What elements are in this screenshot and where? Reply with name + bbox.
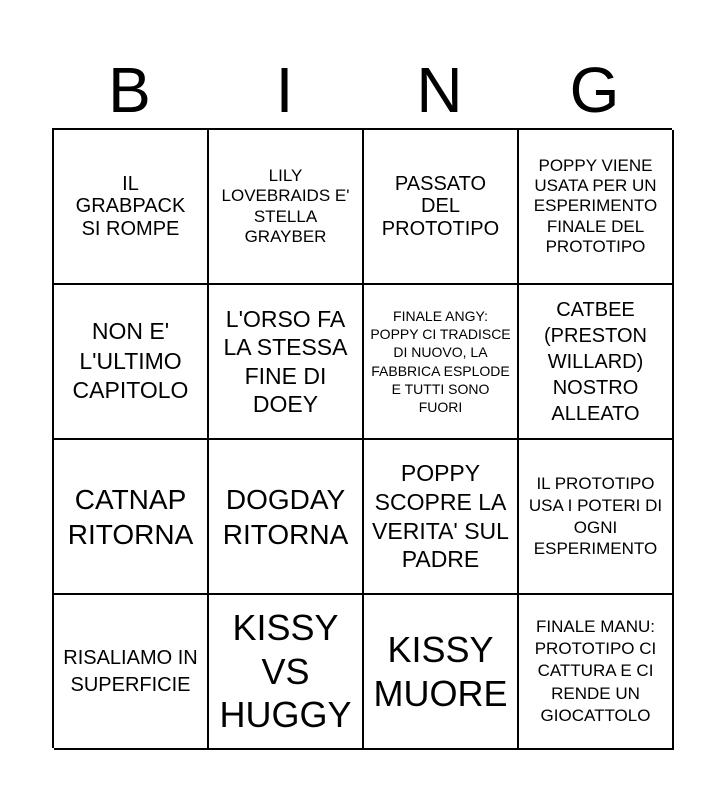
cell-text: LILY LOVEBRAIDS E' STELLA GRAYBER [221, 165, 350, 246]
cell-text: PASSATO DEL PROTOTIPO [381, 172, 500, 240]
bingo-cell[interactable] [364, 595, 519, 750]
header-letter-b: B [108, 54, 151, 126]
header-letter-n: N [416, 54, 463, 126]
cell-text: FINALE MANU: PROTOTIPO CI CATTURA E CI RENDE UN GIOCATTOLO [534, 617, 657, 725]
cell-text: KISSY VS HUGGY [219, 606, 352, 736]
bingo-cell[interactable] [519, 285, 674, 440]
cell-text: POPPY VIENE USATA PER UN ESPERIMENTO FINALE DEL PROTOTIPO [533, 155, 658, 257]
cell-text: IL PROTOTIPO USA I POTERI DI OGNI ESPERIMENTO [528, 474, 663, 559]
bingo-grid [52, 128, 672, 748]
bingo-cell[interactable] [54, 285, 209, 440]
cell-text: CATNAP RITORNA [67, 483, 194, 550]
cell-text: KISSY MUORE [373, 628, 508, 714]
bingo-cell[interactable] [364, 285, 519, 440]
header-letter-i: I [275, 54, 294, 126]
bingo-cell[interactable] [54, 440, 209, 595]
cell-text: FINALE ANGY: POPPY CI TRADISCE DI NUOVO, LA FABBRICA ESPLODE E TUTTI SONO FUORI [370, 307, 511, 415]
cell-text: NON E' L'ULTIMO CAPITOLO [72, 317, 189, 404]
cell-text: IL GRABPACK SI ROMPE [75, 172, 186, 240]
bingo-cell[interactable] [519, 130, 674, 285]
header-letter-g: G [569, 54, 620, 126]
bingo-cell[interactable] [519, 595, 674, 750]
cell-text: RISALIAMO IN SUPERFICIE [63, 647, 198, 696]
bingo-cell[interactable] [364, 440, 519, 595]
bingo-cell[interactable] [209, 285, 364, 440]
cell-text: DOGDAY RITORNA [222, 483, 349, 550]
bingo-cell[interactable] [209, 130, 364, 285]
cell-text: L'ORSO FA LA STESSA FINE DI DOEY [223, 306, 348, 417]
bingo-header [52, 52, 672, 128]
bingo-cell[interactable] [54, 595, 209, 750]
bingo-cell[interactable] [209, 440, 364, 595]
bingo-cell[interactable] [54, 130, 209, 285]
bingo-cell[interactable] [519, 440, 674, 595]
cell-text: CATBEE (PRESTON WILLARD) NOSTRO ALLEATO [544, 298, 647, 425]
cell-text: POPPY SCOPRE LA VERITA' SUL PADRE [372, 459, 509, 573]
bingo-cell[interactable] [209, 595, 364, 750]
bingo-cell[interactable] [364, 130, 519, 285]
